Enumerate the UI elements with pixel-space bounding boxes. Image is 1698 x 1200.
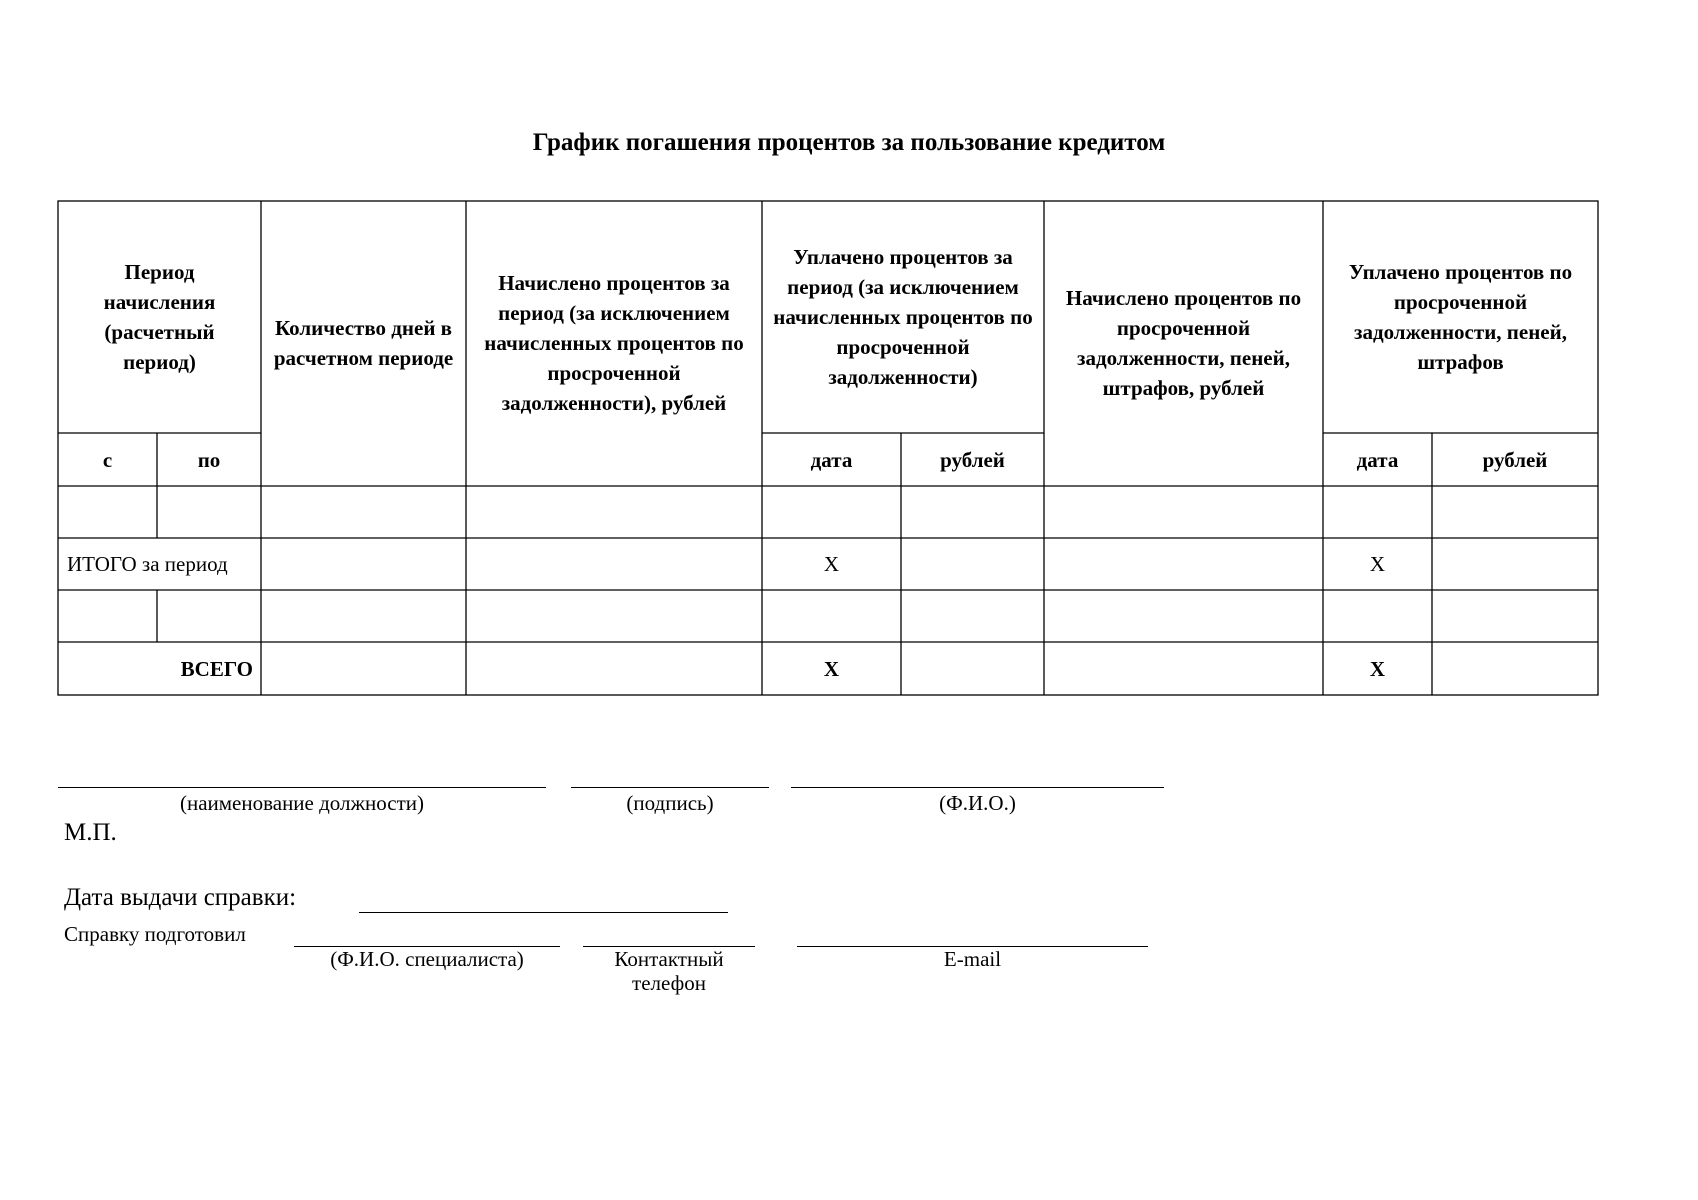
total-paid-date-x: X xyxy=(823,656,840,681)
header-paid: Уплачено процентов за период (за исключением начисленных процентов по просроченной задолженности) xyxy=(773,245,1033,389)
stamp-label: М.П. xyxy=(64,819,117,846)
prepared-by-label: Справку подготовил xyxy=(64,922,246,946)
signature-line xyxy=(571,787,769,788)
subtotal-paid-date-x: X xyxy=(823,552,840,576)
position-line xyxy=(58,787,546,788)
position-caption: (наименование должности) xyxy=(179,791,425,815)
header-period-to: по xyxy=(197,447,221,472)
document-title: График погашения процентов за пользование кредитом xyxy=(532,129,1166,156)
header-days: Количество дней в расчетном периоде xyxy=(273,316,454,370)
header-paid-rub: рублей xyxy=(940,447,1005,472)
total-label: ВСЕГО xyxy=(180,656,253,681)
issue-date-label: Дата выдачи справки: xyxy=(64,884,297,911)
header-period-from: с xyxy=(102,447,113,472)
header-accrued: Начислено процентов за период (за исключением начисленных процентов по просроченной задолженности), рублей xyxy=(484,271,744,415)
specialist-caption: (Ф.И.О. специалиста) xyxy=(330,947,524,971)
phone-caption: Контактный телефон xyxy=(614,947,724,995)
header-accrued-overdue: Начислено процентов по просроченной задолженности, пеней, штрафов, рублей xyxy=(1065,286,1302,400)
header-paid-overdue: Уплачено процентов по просроченной задолженности, пеней, штрафов xyxy=(1348,260,1573,374)
subtotal-label: ИТОГО за период xyxy=(67,552,228,576)
total-overdue-date-x: X xyxy=(1369,656,1386,681)
header-paid-date: дата xyxy=(810,447,853,472)
header-paid-overdue-date: дата xyxy=(1356,447,1399,472)
issue-date-line xyxy=(359,912,728,913)
subtotal-overdue-date-x: X xyxy=(1369,552,1386,576)
fio-caption: (Ф.И.О.) xyxy=(939,791,1016,815)
fio-line xyxy=(791,787,1164,788)
signature-caption: (подпись) xyxy=(626,791,714,815)
email-caption: E-mail xyxy=(943,947,1002,971)
header-paid-overdue-rub: рублей xyxy=(1482,447,1548,472)
header-period: Период начисления (расчетный период) xyxy=(103,260,216,374)
